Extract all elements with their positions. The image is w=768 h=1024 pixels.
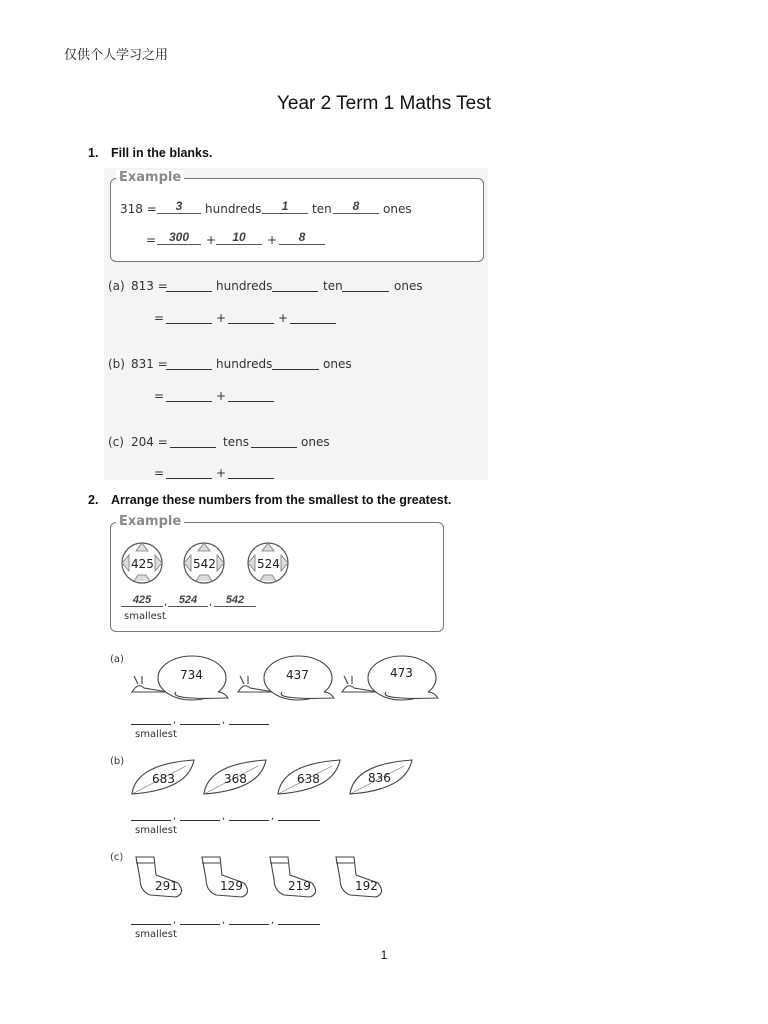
q1a-hundreds-blank[interactable] — [166, 279, 212, 292]
q2-example-number-2: 542 — [193, 557, 216, 571]
question-2-number: 2. — [88, 493, 99, 507]
q2b-smallest-label: smallest — [135, 825, 177, 836]
q1a-ten-word: ten — [323, 279, 343, 293]
q1-example-number: 318 = — [120, 202, 157, 216]
q1a-addend-blank-2[interactable] — [228, 311, 274, 324]
q1b-ones-word: ones — [323, 357, 352, 371]
q1b-hundreds-word: hundreds — [216, 357, 273, 371]
q1-example-addend-2: 10 — [216, 230, 262, 245]
q1b-plus: + — [216, 389, 227, 403]
q1b-hundreds-blank[interactable] — [166, 357, 212, 370]
q2-example-answer-2: 524 — [168, 594, 208, 607]
q2a-comma-1: , — [173, 715, 177, 726]
q2c-comma-3: , — [271, 915, 275, 926]
q1-example-plus-2: + — [267, 233, 278, 247]
q1-example-box — [110, 178, 484, 262]
q2-example-comma-2: , — [209, 597, 213, 608]
q1c-addend-blank-1[interactable] — [166, 466, 212, 479]
q1b-number: 831 = — [131, 357, 168, 371]
q2-example-number-1: 425 — [131, 557, 154, 571]
q2-example-comma-1: , — [164, 597, 168, 608]
q1-example-plus-1: + — [206, 233, 217, 247]
q1a-addend-blank-1[interactable] — [166, 311, 212, 324]
q1-example-addend-3: 8 — [279, 230, 325, 245]
q2c-smallest-label: smallest — [135, 929, 177, 940]
q1a-ten-blank[interactable] — [272, 279, 318, 292]
q2a-number-1: 734 — [180, 668, 203, 682]
q2-example-answer-3: 542 — [214, 594, 256, 607]
q1c-ones-blank[interactable] — [251, 435, 297, 448]
q2c-socks — [130, 853, 400, 903]
q1-example-label: Example — [116, 170, 184, 185]
q1a-ones-blank[interactable] — [342, 279, 389, 292]
q1-example-hundreds-word: hundreds — [205, 202, 262, 216]
q2b-number-3: 638 — [297, 772, 320, 786]
q2a-label: (a) — [110, 654, 124, 665]
q1-example-equals: = — [146, 233, 157, 247]
q1b-addend-blank-2[interactable] — [228, 389, 274, 402]
q2a-number-3: 473 — [390, 666, 413, 680]
q2b-number-1: 683 — [152, 772, 175, 786]
q2c-blank-1[interactable] — [131, 912, 171, 925]
q2-example-label: Example — [116, 514, 184, 529]
q1a-ones-word: ones — [394, 279, 423, 293]
q2b-blank-4[interactable] — [278, 808, 320, 821]
q1a-plus-1: + — [216, 311, 227, 325]
q1b-addend-blank-1[interactable] — [166, 389, 212, 402]
q1a-plus-2: + — [278, 311, 289, 325]
q1c-tens-word: tens — [223, 435, 249, 449]
q2-example-number-3: 524 — [257, 557, 280, 571]
q1a-equals: = — [154, 311, 165, 325]
q2b-comma-1: , — [173, 811, 177, 822]
q2c-number-4: 192 — [355, 879, 378, 893]
q1a-number: 813 = — [131, 279, 168, 293]
q2a-blank-3[interactable] — [229, 712, 269, 725]
q2b-blank-1[interactable] — [131, 808, 171, 821]
q2c-comma-2: , — [222, 915, 226, 926]
q1-example-ten-answer: 1 — [262, 199, 308, 214]
q1-example-hundreds-answer: 3 — [157, 199, 201, 214]
q2b-blank-2[interactable] — [180, 808, 220, 821]
q2a-smallest-label: smallest — [135, 729, 177, 740]
q2c-label: (c) — [110, 852, 124, 863]
q1c-tens-blank[interactable] — [170, 435, 216, 448]
q2-example-answer-1: 425 — [121, 594, 163, 607]
q2b-number-4: 836 — [368, 771, 391, 785]
q1c-equals: = — [154, 466, 165, 480]
page-number: 1 — [380, 948, 388, 962]
q2b-blank-3[interactable] — [229, 808, 269, 821]
q2a-blank-2[interactable] — [180, 712, 220, 725]
q1c-addend-blank-2[interactable] — [228, 466, 274, 479]
q2c-number-3: 219 — [288, 879, 311, 893]
q1c-number: 204 = — [131, 435, 168, 449]
q2c-number-2: 129 — [220, 879, 243, 893]
q2-example-smallest-label: smallest — [124, 611, 166, 622]
q2c-blank-2[interactable] — [180, 912, 220, 925]
q1-example-addend-1: 300 — [157, 230, 201, 245]
watermark-text: 仅供个人学习之用 — [64, 47, 169, 62]
q1c-ones-word: ones — [301, 435, 330, 449]
q2a-comma-2: , — [222, 715, 226, 726]
q2c-blank-3[interactable] — [229, 912, 269, 925]
question-1-number: 1. — [88, 146, 99, 160]
q1b-equals: = — [154, 389, 165, 403]
q1b-ones-blank[interactable] — [272, 357, 319, 370]
q1b-label: (b) — [108, 357, 125, 371]
q1c-label: (c) — [108, 435, 124, 449]
page-title: Year 2 Term 1 Maths Test — [276, 93, 492, 114]
q1-example-ones-word: ones — [383, 202, 412, 216]
q2b-label: (b) — [110, 756, 125, 767]
q1c-plus: + — [216, 466, 227, 480]
question-1-instruction: Fill in the blanks. — [111, 146, 213, 160]
q1-example-ten-word: ten — [312, 202, 332, 216]
q2b-comma-2: , — [222, 811, 226, 822]
q1-example-ones-answer: 8 — [333, 199, 379, 214]
q2c-number-1: 291 — [155, 879, 178, 893]
q1a-addend-blank-3[interactable] — [290, 311, 336, 324]
q2c-comma-1: , — [173, 915, 177, 926]
q2a-number-2: 437 — [286, 668, 309, 682]
q2b-number-2: 368 — [224, 772, 247, 786]
q1a-hundreds-word: hundreds — [216, 279, 273, 293]
question-2-instruction: Arrange these numbers from the smallest to the greatest. — [111, 493, 452, 507]
q1a-label: (a) — [108, 279, 125, 293]
q2c-blank-4[interactable] — [278, 912, 320, 925]
q2b-comma-3: , — [271, 811, 275, 822]
q2a-blank-1[interactable] — [131, 712, 171, 725]
